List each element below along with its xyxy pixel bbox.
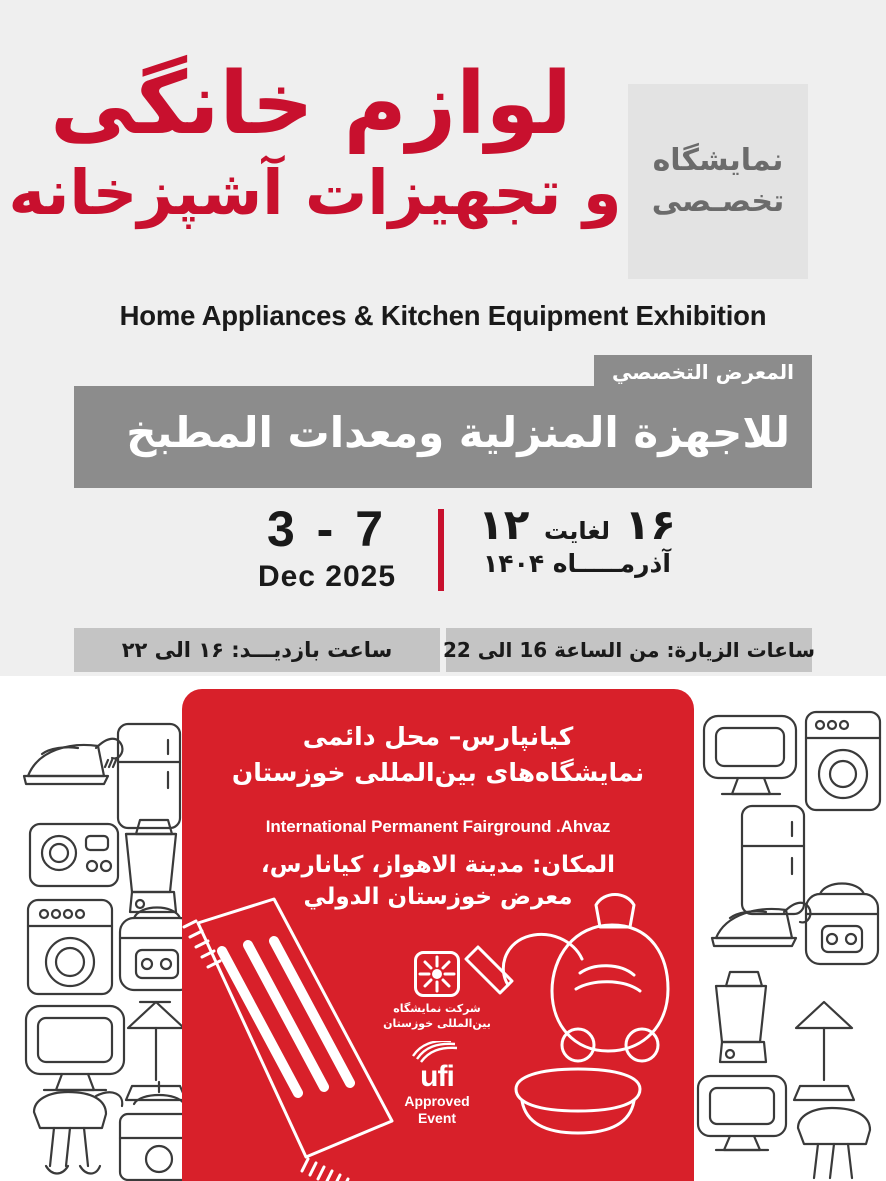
fairground-logo [378, 951, 496, 1032]
television-icon [704, 716, 796, 794]
visiting-hours-persian [74, 628, 440, 672]
blender-icon [716, 972, 766, 1062]
iron-icon [712, 903, 810, 946]
vacuum-cleaner-icon [466, 895, 668, 1062]
visiting-hours-persian-label: ساعت بازدیـــد: ۱۶ الی ۲۲ [121, 638, 393, 662]
jalali-date [462, 500, 692, 579]
specialized-exhibition-badge [628, 84, 808, 279]
hand-mixer-icon [34, 1092, 122, 1174]
dates-row [0, 500, 886, 603]
jalali-month-year: آذرمـــــاه ۱۴۰۴ [483, 549, 671, 579]
date-divider [438, 509, 444, 591]
venue-persian [182, 719, 694, 792]
venue-card [182, 689, 694, 1181]
toaster-icon [30, 824, 118, 886]
arabic-title-band [74, 386, 812, 488]
washing-machine-icon [806, 712, 880, 810]
venue-english: International Permanent Fairground .Ahvaz [265, 817, 611, 836]
desk-lamp-icon [794, 1002, 854, 1100]
television-icon [26, 1006, 124, 1090]
venue-arabic-line-2: معرض خوزستان الدولي [303, 884, 573, 911]
badge-label-line-2: تخصـصی [651, 183, 785, 219]
blender-icon [126, 820, 176, 912]
venue-persian-line-1: کیانپارس– محل دائمی [302, 722, 574, 751]
rice-cooker-icon [806, 884, 878, 965]
ufi-logo [378, 1041, 496, 1126]
jalali-day-start: ۱۲ [478, 500, 530, 549]
visiting-hours-arabic-label: ساعات الزيارة: من الساعة 16 الى 22 [442, 638, 816, 662]
jalali-day-end: ۱۶ [624, 500, 676, 549]
jalali-days [462, 500, 692, 549]
persian-title-line-1: لوازم خانگی [50, 54, 572, 154]
persian-title-line-2: و تجهیزات آشپزخانه [8, 156, 622, 230]
fairground-caption-line-2: بین‌المللی خوزستان [383, 1016, 491, 1030]
refrigerator-icon [742, 806, 804, 914]
gregorian-date [232, 503, 422, 594]
badge-label-line-1: نمایشگاه [652, 143, 784, 178]
ufi-event-label: Event [417, 1109, 457, 1126]
fairground-logo-caption [378, 1002, 496, 1032]
jalali-to-label: لغایت [544, 517, 610, 545]
television-icon [698, 1076, 786, 1150]
kettle-icon [516, 1069, 640, 1133]
gregorian-month-year: Dec 2025 [257, 559, 397, 593]
hand-mixer-icon [798, 1108, 870, 1178]
visiting-hours-arabic [442, 628, 816, 672]
gregorian-days: 3 - 7 [266, 501, 388, 557]
arabic-title: للاجهزة المنزلية ومعدات المطبخ [126, 408, 790, 457]
fairground-logo-icon [414, 951, 460, 997]
venue-persian-line-2: نمایشگاه‌های بین‌المللی خوزستان [231, 758, 645, 788]
arabic-subtitle-tab: المعرض التخصصي [594, 355, 812, 391]
venue-arabic [182, 849, 694, 913]
ufi-wordmark: ufi [420, 1060, 454, 1093]
washing-machine-icon [28, 900, 112, 994]
ufi-approved-label: Approved [404, 1092, 470, 1109]
english-title: Home Appliances & Kitchen Equipment Exhibition [119, 300, 767, 331]
venue-arabic-line-1: المكان: مدينة الاهواز، كيانارس، [261, 852, 615, 878]
fairground-caption-line-1: شرکت نمایشگاه [393, 1002, 481, 1015]
persian-title-block [0, 54, 640, 230]
refrigerator-icon [118, 724, 180, 828]
iron-icon [24, 739, 122, 784]
desk-lamp-icon [126, 1002, 186, 1100]
carpet-icon [184, 899, 392, 1181]
